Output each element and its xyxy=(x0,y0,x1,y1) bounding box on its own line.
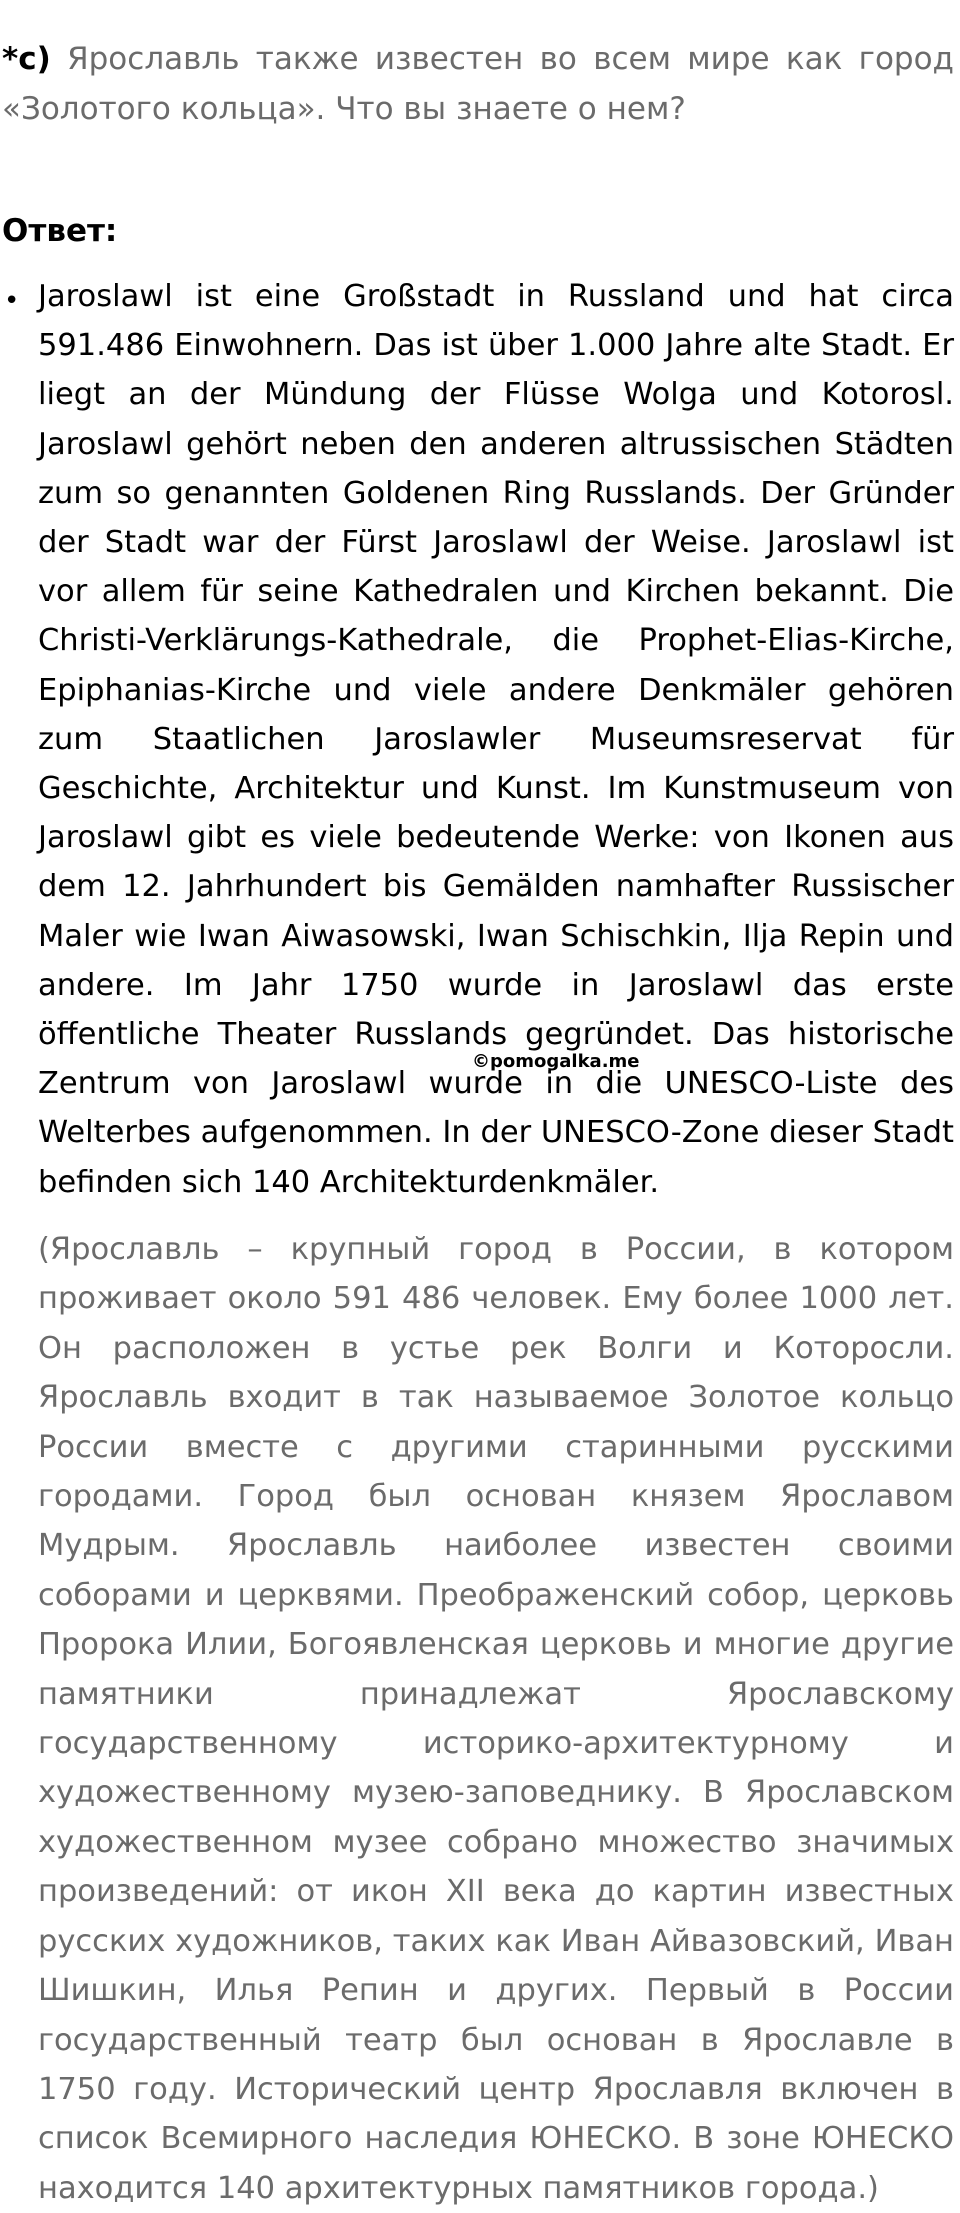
question-text: Ярославль также известен во всем мире как город «Золотого кольца». Что вы знаете о нем? xyxy=(2,41,954,127)
answer-german-paragraph: Jaroslawl ist eine Großstadt in Russland und hat circa 591.486 Einwohnern. Das ist über 1.000 Jahre alte Stadt. Er liegt an der Mündung der Flüsse Wolga und Kotorosl. Jaroslawl gehört neben den anderen altrussischen Städten zum so genannten Goldenen Ring Russlands. Der Gründer der Stadt war der Fürst Jaroslawl der Weise. Jaroslawl ist vor allem für seine Kathedralen und Kirchen bekannt. Die Christi-Verklärungs-Kathedrale, die Prophet-Elias-Kirche, Epiphanias-Kirche und viele andere Denkmäler gehören zum Staatlichen Jaroslawler Museumsreservat für Geschichte, Architektur und Kunst. Im Kunstmuseum von Jaroslawl gibt es viele bedeutende Werke: von Ikonen aus dem 12. Jahrhundert bis Gemälden namhafter Russischer Maler wie Iwan Aiwasowski, Iwan Schischkin, Ilja Repin und andere. Im Jahr 1750 wurde in Jaroslawl das erste öffentliche Theater Russlands gegründet. Das historische Zentrum von Jaroslawl wurde in die UNESCO-Liste des Welterbes aufgenommen. In der UNESCO-Zone dieser Stadt befinden sich 140 Architekturdenkmäler. xyxy=(38,279,954,1200)
question-number: *c) xyxy=(2,41,51,77)
question-paragraph xyxy=(2,34,954,134)
watermark-text: ©pomogalka.me xyxy=(472,1051,640,1072)
answer-russian-translation: (Ярославль – крупный город в России, в котором проживает около 591 486 человек. Ему более 1000 лет. Он расположен в устье рек Волги и Которосли. Ярославль входит в так называемое Золотое кольцо России вместе с другими старинными русскими городами. Город был основан князем Ярославом Мудрым. Ярославль наиболее известен своими соборами и церквями. Преображенский собор, церковь Пророка Илии, Богоявленская церковь и многие другие памятники принадлежат Ярославскому государственному историко-архитектурному и художественному музею-заповеднику. В Ярославском художественном музее собрано множество значимых произведений: от икон XII века до картин известных русских художников, таких как Иван Айвазовский, Иван Шишкин, Илья Репин и других. Первый в России государственный театр был основан в Ярославле в 1750 году. Исторический центр Ярославля включен в список Всемирного наследия ЮНЕСКО. В зоне ЮНЕСКО находится 140 архитектурных памятников города.) xyxy=(38,1232,954,2206)
bullet-marker: • xyxy=(4,286,20,316)
answer-heading: Ответ: xyxy=(2,213,118,249)
